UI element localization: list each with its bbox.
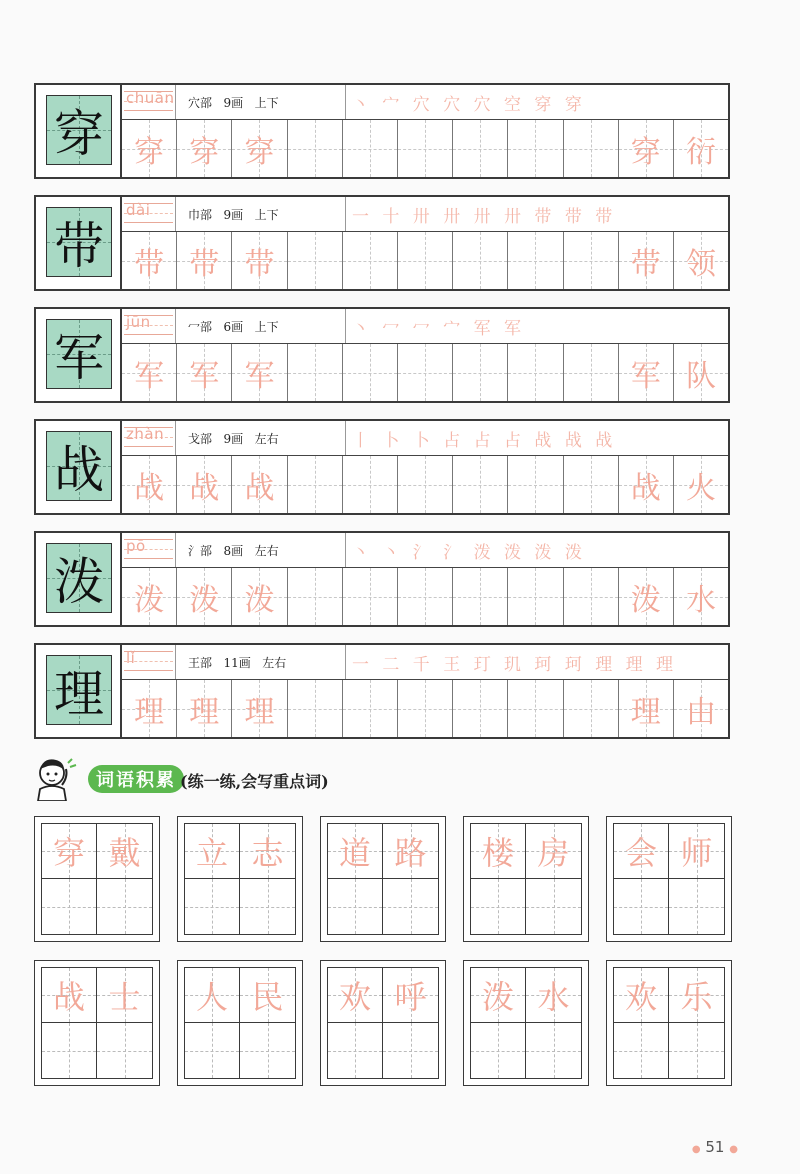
word-box [34,960,160,1086]
writing-cell[interactable] [343,568,398,625]
stroke-count: 8画 [223,543,244,558]
word-cell[interactable] [669,1023,724,1078]
writing-cell[interactable] [508,680,563,737]
writing-grid [122,568,728,625]
trace-character: 泼 [244,582,275,618]
trace-character: 会 [624,834,657,872]
trace-character: 志 [251,834,284,872]
trace-character: 泼 [189,582,220,618]
writing-cell[interactable] [674,568,728,625]
word-cell[interactable] [614,1023,669,1078]
trace-character: 穿 [244,134,275,170]
trace-character: 队 [685,358,716,394]
writing-cell[interactable] [564,344,619,401]
writing-cell[interactable] [619,344,674,401]
writing-cell[interactable] [674,680,728,737]
trace-character: 战 [134,470,165,506]
word-cell[interactable] [185,968,240,1023]
writing-cell[interactable] [343,120,398,177]
word-cell[interactable] [526,879,581,934]
trace-character: 楼 [481,834,514,872]
trace-character: 欢 [338,978,371,1016]
word-box [177,816,303,942]
writing-cell[interactable] [564,232,619,289]
writing-cell[interactable] [177,680,232,737]
word-cell[interactable] [42,968,97,1023]
main-character: 军 [54,329,104,387]
writing-cell[interactable] [122,568,177,625]
trace-character: 泼 [481,978,514,1016]
character-info [176,197,346,231]
word-cell[interactable] [383,824,438,879]
structure: 左右 [254,431,279,446]
character-info [176,309,346,343]
stroke-count: 9画 [223,431,244,446]
main-character: 战 [54,441,104,499]
trace-character: 带 [630,246,661,282]
writing-cell[interactable] [398,456,453,513]
stroke-order: 丶 丶 氵 氵 泼 泼 泼 泼 [352,542,586,563]
trace-character: 衍 [685,134,716,170]
writing-cell[interactable] [398,680,453,737]
writing-cell[interactable] [122,344,177,401]
word-box [320,816,446,942]
character-row [34,419,730,515]
writing-cell[interactable] [232,680,287,737]
writing-cell[interactable] [398,568,453,625]
word-cell[interactable] [42,824,97,879]
writing-cell[interactable] [508,232,563,289]
page-number: ● 51 ● [691,1138,738,1156]
character-row [34,83,730,179]
writing-cell[interactable] [453,680,508,737]
word-cell[interactable] [328,879,383,934]
writing-cell[interactable] [564,456,619,513]
word-cell[interactable] [614,968,669,1023]
word-cell[interactable] [97,824,152,879]
character-info [176,533,346,567]
word-cell[interactable] [383,968,438,1023]
stroke-count: 9画 [223,95,244,110]
writing-cell[interactable] [674,344,728,401]
radical: 穴部 [188,95,213,110]
trace-character: 由 [685,694,716,730]
writing-cell[interactable] [453,232,508,289]
writing-cell[interactable] [398,232,453,289]
structure: 上下 [254,319,279,334]
trace-character: 师 [680,834,713,872]
writing-cell[interactable] [122,456,177,513]
pinyin-text: zhàn [126,425,165,443]
trace-character: 战 [52,978,85,1016]
word-cell[interactable] [614,879,669,934]
radical: 王部 [188,655,213,670]
word-cell[interactable] [185,824,240,879]
word-cell[interactable] [669,968,724,1023]
pinyin-text: dài [126,201,151,219]
writing-cell[interactable] [674,120,728,177]
trace-character: 带 [244,246,275,282]
trace-character: 人 [195,978,228,1016]
main-character: 带 [54,217,104,275]
trace-character: 泼 [630,582,661,618]
word-cell[interactable] [383,879,438,934]
stroke-count: 6画 [223,319,244,334]
writing-cell[interactable] [619,680,674,737]
trace-character: 理 [630,694,661,730]
writing-cell[interactable] [343,344,398,401]
word-cell[interactable] [328,824,383,879]
writing-cell[interactable] [508,344,563,401]
writing-cell[interactable] [122,232,177,289]
writing-cell[interactable] [343,456,398,513]
trace-character: 军 [134,358,165,394]
trace-character: 立 [195,834,228,872]
stroke-count: 11画 [223,655,251,670]
trace-character: 水 [537,978,570,1016]
writing-cell[interactable] [564,680,619,737]
trace-character: 戴 [108,834,141,872]
word-box [463,960,589,1086]
stroke-order: 丶 宀 穴 穴 穴 空 穿 穿 [352,94,586,115]
trace-character: 战 [244,470,275,506]
trace-character: 泼 [134,582,165,618]
stroke-order: 丨 卜 卜 占 占 占 战 战 战 [352,430,617,451]
trace-character: 穿 [189,134,220,170]
trace-character: 穿 [630,134,661,170]
writing-cell[interactable] [288,344,343,401]
radical: 巾部 [188,207,213,222]
word-cell[interactable] [97,1023,152,1078]
writing-grid [122,344,728,401]
word-box [34,816,160,942]
writing-cell[interactable] [453,568,508,625]
character-row [34,643,730,739]
writing-grid [122,456,728,513]
writing-cell[interactable] [232,344,287,401]
word-cell[interactable] [328,1023,383,1078]
writing-cell[interactable] [343,232,398,289]
main-character-box [36,309,122,401]
trace-character: 路 [394,834,427,872]
word-section-header [34,755,634,803]
trace-character: 战 [630,470,661,506]
section-title: 词语积累 [88,765,184,793]
pinyin-box [122,645,176,679]
trace-character: 带 [189,246,220,282]
word-cell[interactable] [240,968,295,1023]
main-character-box [36,645,122,737]
word-cell[interactable] [471,824,526,879]
radical: 氵部 [188,543,213,558]
writing-cell[interactable] [398,344,453,401]
word-box [606,960,732,1086]
stroke-order: 一 二 千 王 玎 玑 珂 珂 理 理 理 [352,654,678,675]
writing-cell[interactable] [177,120,232,177]
writing-cell[interactable] [288,120,343,177]
writing-cell[interactable] [453,456,508,513]
word-box [320,960,446,1086]
writing-cell[interactable] [619,568,674,625]
word-cell[interactable] [614,824,669,879]
word-cell[interactable] [42,879,97,934]
word-cell[interactable] [471,1023,526,1078]
writing-grid [122,232,728,289]
word-cell[interactable] [471,879,526,934]
pinyin-text: pō [126,537,146,555]
writing-cell[interactable] [564,120,619,177]
writing-cell[interactable] [288,680,343,737]
writing-cell[interactable] [177,344,232,401]
word-cell[interactable] [240,824,295,879]
word-cell[interactable] [328,968,383,1023]
writing-grid [122,680,728,737]
main-character: 泼 [54,553,104,611]
structure: 左右 [254,543,279,558]
main-character: 理 [54,665,104,723]
pinyin-text: chuān [126,89,175,107]
writing-cell[interactable] [508,120,563,177]
section-subtitle: (练一练,会写重点词) [180,772,329,791]
character-info [176,85,346,119]
word-cell[interactable] [669,824,724,879]
trace-character: 水 [685,582,716,618]
stroke-count: 9画 [223,207,244,222]
character-info [176,421,346,455]
trace-character: 带 [134,246,165,282]
writing-cell[interactable] [674,232,728,289]
main-character: 穿 [54,105,104,163]
word-cell[interactable] [185,1023,240,1078]
trace-character: 军 [630,358,661,394]
trace-character: 战 [189,470,220,506]
structure: 上下 [254,95,279,110]
writing-cell[interactable] [288,456,343,513]
stroke-order: 丶 冖 冖 宀 军 军 [352,318,526,339]
writing-cell[interactable] [232,456,287,513]
word-cell[interactable] [97,879,152,934]
writing-cell[interactable] [288,232,343,289]
stroke-order: 一 十 卅 卅 卅 卅 带 带 带 [352,206,617,227]
word-cell[interactable] [42,1023,97,1078]
trace-character: 房 [537,834,570,872]
word-cell[interactable] [383,1023,438,1078]
pinyin-box [122,309,176,343]
main-character-box [36,533,122,625]
word-cell[interactable] [97,968,152,1023]
word-box [177,960,303,1086]
main-character-box [36,421,122,513]
character-row [34,195,730,291]
writing-cell[interactable] [619,120,674,177]
radical: 戈部 [188,431,213,446]
writing-cell[interactable] [122,680,177,737]
word-box [606,816,732,942]
word-cell[interactable] [669,879,724,934]
trace-character: 军 [189,358,220,394]
trace-character: 穿 [134,134,165,170]
writing-cell[interactable] [343,680,398,737]
writing-cell[interactable] [232,232,287,289]
writing-cell[interactable] [177,568,232,625]
character-info [176,645,346,679]
writing-grid [122,120,728,177]
writing-cell[interactable] [177,232,232,289]
word-box [463,816,589,942]
writing-cell[interactable] [564,568,619,625]
trace-character: 领 [685,246,716,282]
structure: 上下 [254,207,279,222]
word-cell[interactable] [526,824,581,879]
trace-character: 乐 [680,978,713,1016]
trace-character: 士 [108,978,141,1016]
writing-cell[interactable] [508,456,563,513]
structure: 左右 [262,655,287,670]
character-row [34,531,730,627]
word-cell[interactable] [185,879,240,934]
word-cell[interactable] [471,968,526,1023]
pinyin-text: jūn [126,313,151,331]
word-cell[interactable] [526,968,581,1023]
writing-cell[interactable] [508,568,563,625]
writing-cell[interactable] [453,344,508,401]
word-cell[interactable] [240,1023,295,1078]
pinyin-text: lǐ [126,649,136,667]
pinyin-box [122,533,176,567]
writing-cell[interactable] [619,456,674,513]
pinyin-box [122,421,176,455]
pinyin-box [122,85,176,119]
writing-cell[interactable] [674,456,728,513]
writing-cell[interactable] [177,456,232,513]
writing-cell[interactable] [232,568,287,625]
trace-character: 理 [134,694,165,730]
thinking-boy-icon [34,755,78,801]
trace-character: 穿 [52,834,85,872]
writing-cell[interactable] [453,120,508,177]
trace-character: 欢 [624,978,657,1016]
trace-character: 火 [685,470,716,506]
writing-cell[interactable] [619,232,674,289]
pinyin-box [122,197,176,231]
radical: 冖部 [188,319,213,334]
main-character-box [36,197,122,289]
word-cell[interactable] [240,879,295,934]
trace-character: 理 [244,694,275,730]
character-row [34,307,730,403]
writing-cell[interactable] [122,120,177,177]
trace-character: 民 [251,978,284,1016]
main-character-box [36,85,122,177]
trace-character: 呼 [394,978,427,1016]
trace-character: 道 [338,834,371,872]
writing-cell[interactable] [398,120,453,177]
trace-character: 军 [244,358,275,394]
word-cell[interactable] [526,1023,581,1078]
trace-character: 理 [189,694,220,730]
writing-cell[interactable] [232,120,287,177]
writing-cell[interactable] [288,568,343,625]
